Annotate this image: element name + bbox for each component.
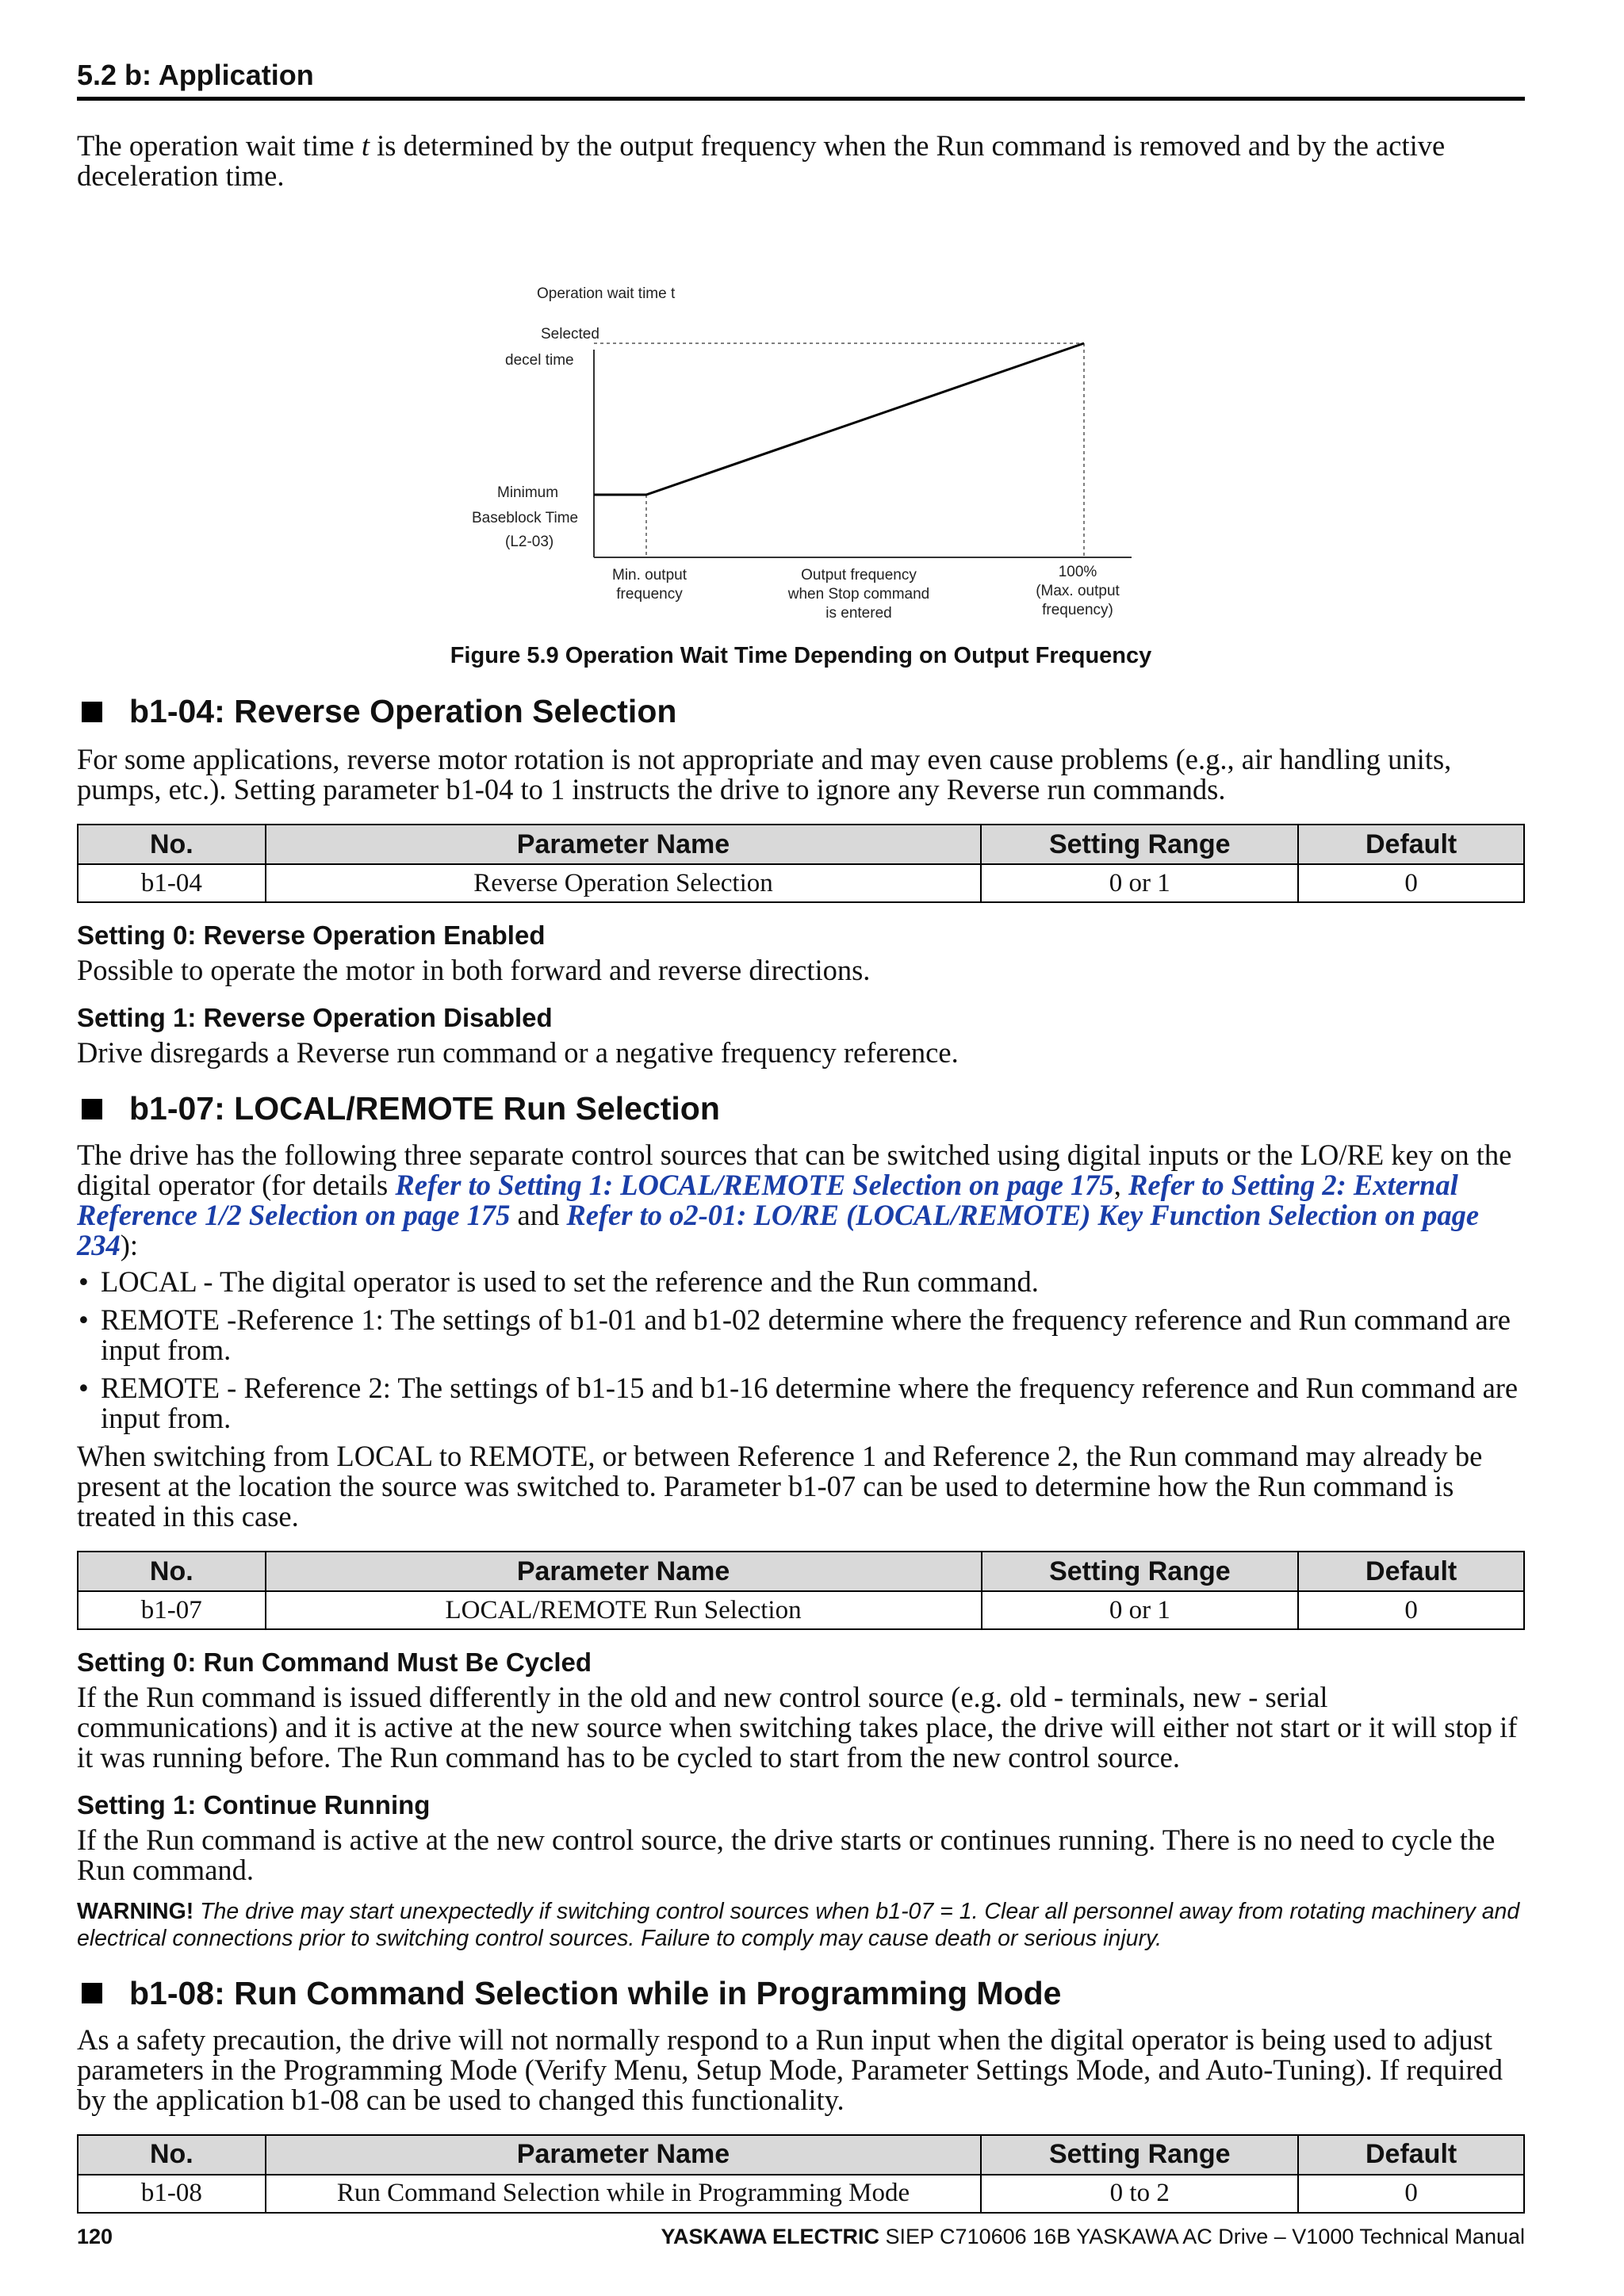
b1-07-intro-start: The drive has the following three separate control sources that can be switched using digital inputs or the LO/RE key on the digital operator (for details: [77, 1138, 1512, 1201]
table-header-row: [78, 825, 1524, 864]
list-item: [77, 1267, 1525, 1297]
y-axis-title: Operation wait time t: [537, 285, 676, 302]
bullet-icon: •: [79, 1303, 89, 1336]
x-label-max-2: (Max. output: [1036, 583, 1120, 599]
cell-default: 0: [1298, 1591, 1524, 1629]
section-bullet-icon: [82, 1099, 102, 1119]
y-label-min-2: Baseblock Time: [472, 510, 579, 526]
table-row: [78, 2175, 1524, 2213]
heading-b1-08: [77, 1975, 1525, 2012]
intro-text-before: The operation wait time: [77, 129, 362, 162]
section-title: 5.2 b: Application: [77, 59, 314, 91]
b1-07-setting-0-text: If the Run command is issued differently in the old and new control source (e.g. old - terminals, new - serial communications) and it is active at the new source when switching takes place, the drive will either not start or it will stop if it was running before. The Run command has to be cycled to start from the new control source.: [77, 1681, 1518, 1774]
table-b1-08: [77, 2134, 1525, 2214]
warning-notice: [77, 1898, 1525, 1952]
manual-title: [661, 2225, 1525, 2249]
header-parameter-name: Parameter Name: [266, 825, 982, 864]
link-o2-01-lo-re-key[interactable]: Refer to o2-01: LO/RE (LOCAL/REMOTE) Key Function Selection on page 234: [77, 1199, 1480, 1261]
x-label-max-3: frequency): [1042, 602, 1113, 618]
list-item-text: REMOTE -Reference 1: The settings of b1-01 and b1-02 determine where the frequency reference and Run command are input from.: [101, 1303, 1511, 1366]
brand-name: YASKAWA ELECTRIC: [661, 2225, 880, 2248]
header-default: Default: [1298, 825, 1524, 864]
list-item: [77, 1305, 1525, 1365]
cell-name: LOCAL/REMOTE Run Selection: [266, 1591, 982, 1629]
table-header-row: [78, 1552, 1524, 1591]
cell-default: 0: [1298, 864, 1524, 902]
page-header: [77, 55, 1525, 101]
intro-text-after: is determined by the output frequency when the Run command is removed and by the active deceleration time.: [77, 129, 1446, 192]
table-b1-04: [77, 824, 1525, 903]
heading-b1-07: [77, 1090, 1525, 1127]
header-parameter-name: Parameter Name: [266, 2135, 982, 2175]
link-setting-1-local-remote[interactable]: Refer to Setting 1: LOCAL/REMOTE Selection on page 175: [395, 1169, 1114, 1201]
table-b1-07: [77, 1551, 1525, 1630]
y-label-selected-1: Selected: [541, 326, 599, 342]
x-label-min-2: frequency: [616, 586, 683, 603]
cell-default: 0: [1298, 2175, 1524, 2213]
header-parameter-name: Parameter Name: [266, 1552, 982, 1591]
section-bullet-icon: [82, 702, 102, 722]
header-setting-range: Setting Range: [981, 825, 1298, 864]
table-header-row: [78, 2135, 1524, 2175]
list-item-text: LOCAL - The digital operator is used to set the reference and the Run command.: [101, 1265, 1039, 1298]
cell-name: Reverse Operation Selection: [266, 864, 982, 902]
cell-range: 0 or 1: [981, 864, 1298, 902]
separator: ,: [1113, 1169, 1129, 1201]
header-no: No.: [78, 2135, 266, 2175]
section-bullet-icon: [82, 1983, 102, 2003]
list-item-text: REMOTE - Reference 2: The settings of b1-15 and b1-16 determine where the frequency reference and Run command are input from.: [101, 1372, 1519, 1434]
table-row: [78, 864, 1524, 902]
y-label-min-3: (L2-03): [505, 534, 554, 550]
cell-no: b1-04: [78, 864, 266, 902]
heading-b1-08-text: b1-08: Run Command Selection while in Programming Mode: [129, 1974, 1062, 2011]
b1-04-setting-0-title: Setting 0: Reverse Operation Enabled: [77, 920, 546, 950]
header-no: No.: [78, 825, 266, 864]
header-default: Default: [1298, 2135, 1524, 2175]
b1-08-intro: As a safety precaution, the drive will not normally respond to a Run input when the digital operator is being used to adjust parameters in the Programming Mode (Verify Menu, Setup Mode, Parameter Settings Mode, and Auto-Tuning). If required by the application b1-08 can be used to changed this functionality.: [77, 2022, 1503, 2116]
control-sources-list: [77, 1267, 1525, 1433]
b1-04-intro: For some applications, reverse motor rotation is not appropriate and may even cause problems (e.g., air handling units, pumps, etc.). Setting parameter b1-04 to 1 instructs the drive to ignore any Reverse run commands.: [77, 743, 1452, 806]
intro-paragraph: [77, 131, 1525, 191]
intro-variable: t: [361, 129, 370, 162]
b1-04-setting-1-text: Drive disregards a Reverse run command or a negative frequency reference.: [77, 1036, 959, 1069]
cell-range: 0 to 2: [981, 2175, 1298, 2213]
cell-name: Run Command Selection while in Programming Mode: [266, 2175, 982, 2213]
wait-time-diagram: [77, 199, 1525, 643]
cell-range: 0 or 1: [982, 1591, 1299, 1629]
table-row: [78, 1591, 1524, 1629]
x-label-stop-2: when Stop command: [787, 586, 930, 603]
page-content: [77, 131, 1525, 2214]
heading-b1-04-text: b1-04: Reverse Operation Selection: [129, 693, 677, 729]
figure-caption: Figure 5.9 Operation Wait Time Depending on Output Frequency: [450, 643, 1152, 668]
warning-text: The drive may start unexpectedly if switching control sources when b1-07 = 1. Clear all personnel away from rotating machinery and electrical connections prior to switching control sources. Failure to comply may cause death or serious injury.: [77, 1899, 1520, 1951]
y-label-min-1: Minimum: [497, 484, 559, 501]
b1-07-intro-end: ):: [120, 1229, 139, 1261]
bullet-icon: •: [79, 1265, 89, 1298]
separator: and: [510, 1199, 567, 1231]
header-setting-range: Setting Range: [982, 1552, 1299, 1591]
x-label-min-1: Min. output: [612, 567, 687, 584]
b1-07-intro: [77, 1140, 1525, 1261]
header-setting-range: Setting Range: [981, 2135, 1298, 2175]
b1-07-setting-1-text: If the Run command is active at the new control source, the drive starts or continues running. There is no need to cycle the Run command.: [77, 1823, 1496, 1886]
b1-07-setting-1-title: Setting 1: Continue Running: [77, 1790, 431, 1820]
cell-no: b1-07: [78, 1591, 266, 1629]
heading-b1-04: [77, 693, 1525, 730]
x-label-stop-1: Output frequency: [801, 567, 917, 584]
warning-label: WARNING!: [77, 1899, 194, 1924]
b1-04-setting-0-text: Possible to operate the motor in both forward and reverse directions.: [77, 954, 871, 986]
b1-07-setting-0-title: Setting 0: Run Command Must Be Cycled: [77, 1647, 592, 1677]
header-no: No.: [78, 1552, 266, 1591]
cell-no: b1-08: [78, 2175, 266, 2213]
list-item: [77, 1373, 1525, 1433]
manual-name: SIEP C710606 16B YASKAWA AC Drive – V1000 Technical Manual: [879, 2225, 1525, 2248]
b1-04-setting-1-title: Setting 1: Reverse Operation Disabled: [77, 1003, 553, 1032]
link-setting-2-external-reference[interactable]: Refer to Setting 2: External Reference 1/2 Selection on page 175: [77, 1169, 1458, 1231]
b1-07-switching-text: When switching from LOCAL to REMOTE, or between Reference 1 and Reference 2, the Run command may already be present at the location the source was switched to. Parameter b1-07 can be used to determine how the Run command is treated in this case.: [77, 1440, 1483, 1533]
figure-operation-wait-time: [77, 199, 1525, 643]
page-number: 120: [77, 2225, 113, 2248]
heading-b1-07-text: b1-07: LOCAL/REMOTE Run Selection: [129, 1090, 720, 1127]
x-label-max-1: 100%: [1058, 564, 1097, 580]
header-default: Default: [1298, 1552, 1524, 1591]
bullet-icon: •: [79, 1372, 89, 1404]
y-label-selected-2: decel time: [505, 352, 574, 369]
wait-time-curve: [594, 343, 1084, 495]
x-label-stop-3: is entered: [825, 605, 892, 622]
